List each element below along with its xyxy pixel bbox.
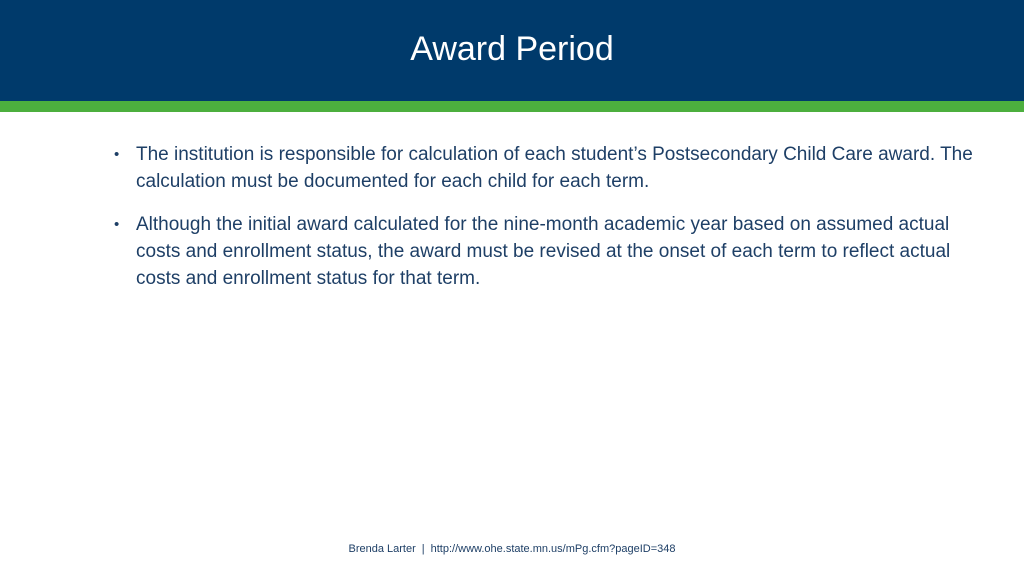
bullet-text: The institution is responsible for calculation of each student’s Postsecondary Child Care award. The calculation must be documented for each child for each term. (136, 144, 973, 192)
bullet-marker: • (114, 146, 120, 163)
bullet-marker: • (114, 216, 120, 233)
footer (0, 541, 1024, 557)
footer-separator: | (421, 543, 425, 555)
slide-title: Award Period (410, 30, 614, 68)
bullet-item (112, 141, 982, 195)
footer-url[interactable]: http://www.ohe.state.mn.us/mPg.cfm?pageID=348 (430, 543, 676, 555)
bullet-list (112, 141, 982, 308)
bullet-item (112, 211, 982, 292)
bullet-text: Although the initial award calculated for the nine-month academic year based on assumed actual costs and enrollment status, the award must be revised at the onset of each term to reflect actual costs and enrollment status for that term. (136, 214, 951, 289)
accent-divider (0, 101, 1024, 112)
footer-author: Brenda Larter (348, 543, 416, 555)
title-bar (0, 0, 1024, 101)
